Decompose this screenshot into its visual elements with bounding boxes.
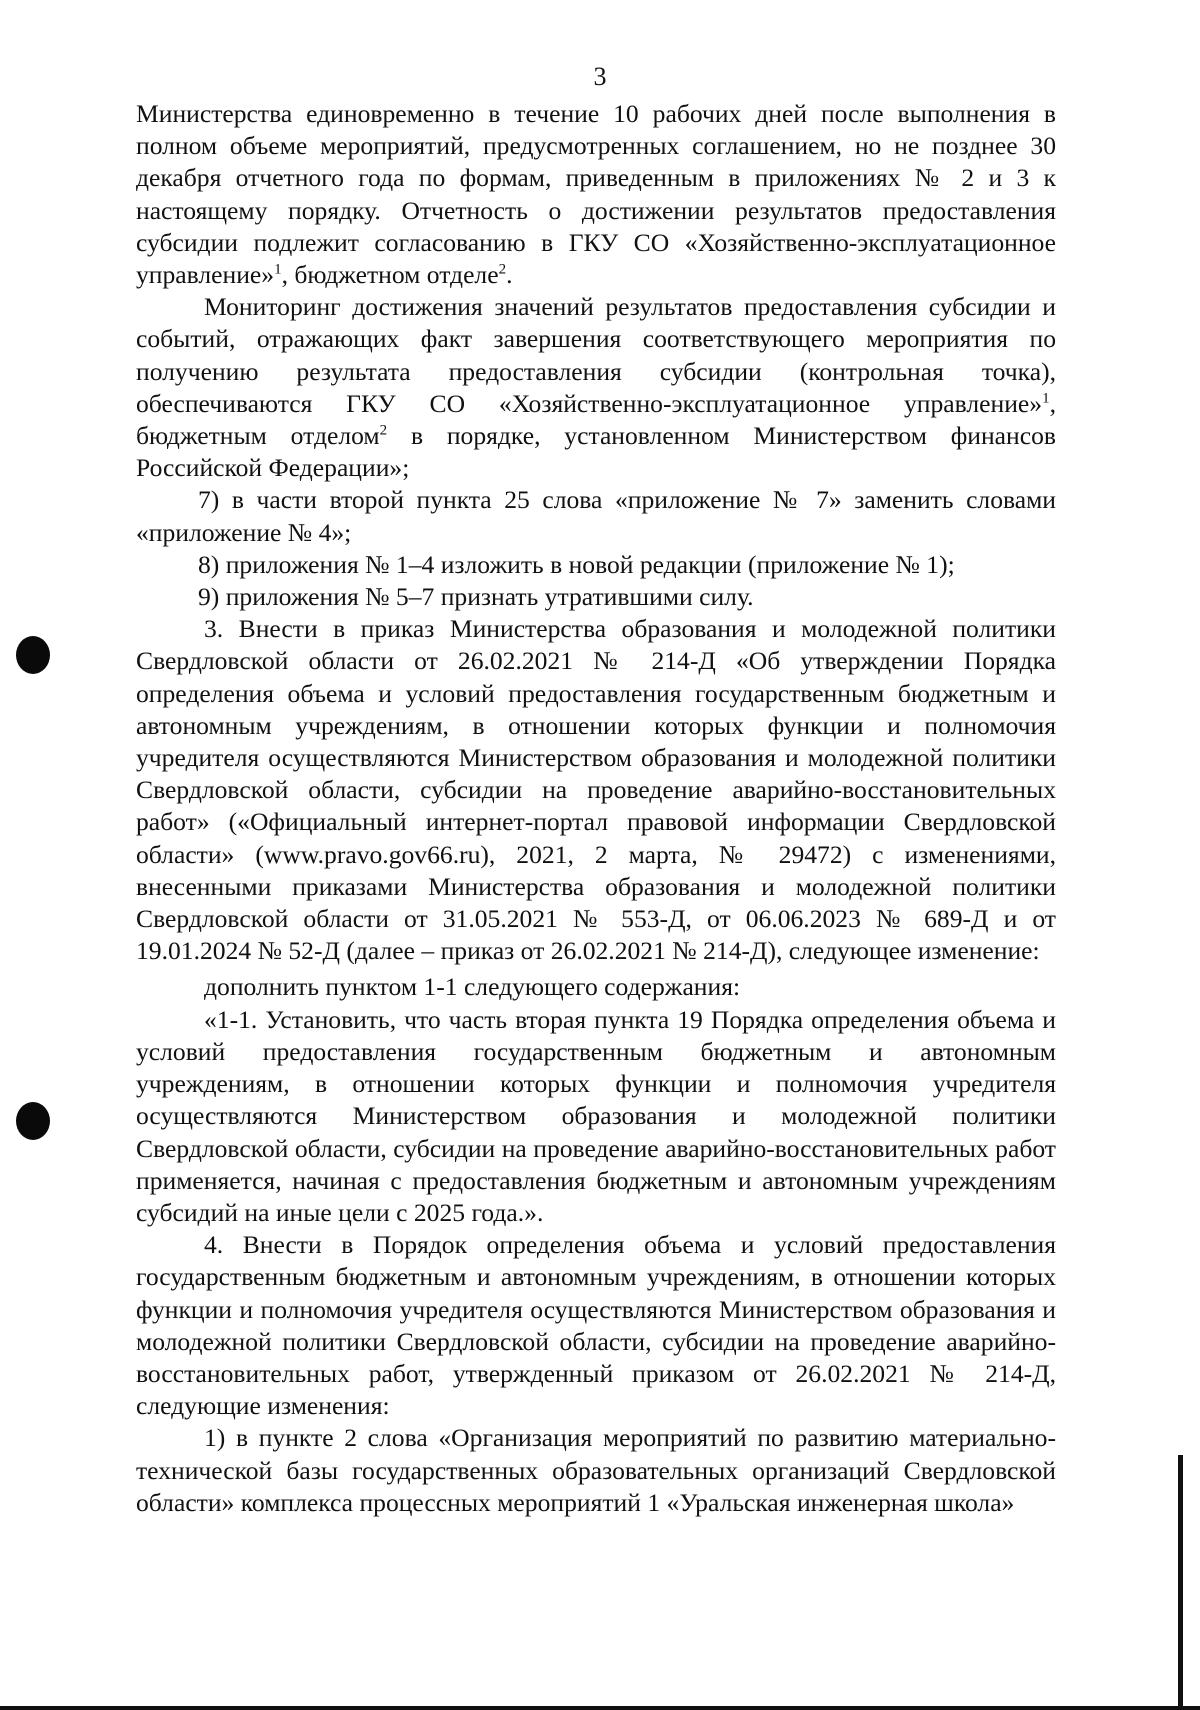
list-item-7: 7) в части второй пункта 25 слова «приложение № 7» заменить словами «приложение № 4»; [136,485,1056,547]
punch-hole-mark [16,636,50,674]
paragraph-text: в порядке, установленном Министерством финансов Российской Федерации»; [136,421,1056,483]
paragraph-item-3: 3. Внести в приказ Министерства образования и молодежной политики Свердловской области от 26.02.2021 № 214-Д «Об утверждении Порядка определения объема и условий предоставления государственным бюджетным и автономным учреждениям, в отношении которых функции и полномочия учредителя осуществляются Министерством образования и молодежной политики Свердловской области, субсидии на проведение аварийно-восстановительных работ» («Официальный интернет-портал правовой информации Свердловской области» (www.pravo.gov66.ru), 2021, 2 марта, № 29472) с изменениями, внесенными приказами Министерства образования и молодежной политики Свердловской области от 31.05.2021 № 553-Д, от 06.06.2023 № 689-Д и от 19.01.2024 № 52-Д (далее – приказ от 26.02.2021 № 214-Д), следующее изменение: [136,614,1056,966]
scan-edge-line [1178,1455,1183,1710]
footnote-marker: 2 [498,261,507,278]
paragraph-subitem-1: 1) в пункте 2 слова «Организация мероприятий по развитию материально-технической базы государственных образовательных организаций Свердловской области» комплекса процессных мероприятий 1 «Уральская инженерная школа» [136,1423,1056,1517]
paragraph-text: Мониторинг достижения значений результатов предоставления субсидии и событий, отражающих факт завершения соответствующего мероприятия по получению результата предоставления субсидии (контрольная точка), обеспечиваются ГКУ СО «Хозяйственно-эксплуатационное управление» [136,292,1056,418]
list-item-9: 9) приложения № 5–7 признать утратившими силу. [198,582,754,612]
footnote-marker: 1 [274,261,282,278]
footnote-marker: 1 [1042,390,1050,407]
paragraph-monitoring [136,291,1056,484]
punch-hole-mark [16,1102,50,1140]
paragraph-text: Министерства единовременно в течение 10 рабочих дней после выполнения в полном объеме мероприятий, предусмотренных соглашением, но не позднее 30 декабря отчетного года по формам, приведенным в приложениях № 2 и 3 к настоящему порядку. Отчетность о достижении результатов предоставления субсидии подлежит согласованию в ГКУ СО «Хозяйственно-эксплуатационное управление» [136,99,1056,290]
scan-edge-line [0,1706,1200,1710]
paragraph-text: , бюджетным отделом [136,388,1056,451]
paragraph-supplement-intro: дополнить пунктом 1-1 следующего содержания: [204,972,741,1002]
paragraph-item-4: 4. Внести в Порядок определения объема и условий предоставления государственным бюджетным и автономным учреждениям, в отношении которых функции и полномочия учредителя осуществляются Министерством образования и молодежной политики Свердловской области, субсидии на проведение аварийно-восстановительных работ, утвержденный приказом от 26.02.2021 № 214-Д, следующие изменения: [136,1230,1056,1421]
paragraph-text: , бюджетном отделе [281,260,499,290]
page-number: 3 [593,62,607,91]
document-body [136,98,1056,1519]
list-item-8: 8) приложения № 1–4 изложить в новой редакции (приложение № 1); [198,549,955,579]
paragraph-text: . [506,260,513,290]
paragraph-continuation [136,98,1056,291]
footnote-marker: 2 [379,422,388,439]
paragraph-quote-1-1: «1-1. Установить, что часть вторая пункта 19 Порядка определения объема и условий предоставления государственным бюджетным и автономным учреждениям, в отношении которых функции и полномочия учредителя осуществляются Министерством образования и молодежной политики Свердловской области, субсидии на проведение аварийно-восстановительных работ применяется, начиная с предоставления бюджетным и автономным учреждениям субсидий на иные цели с 2025 года.». [136,1004,1056,1227]
